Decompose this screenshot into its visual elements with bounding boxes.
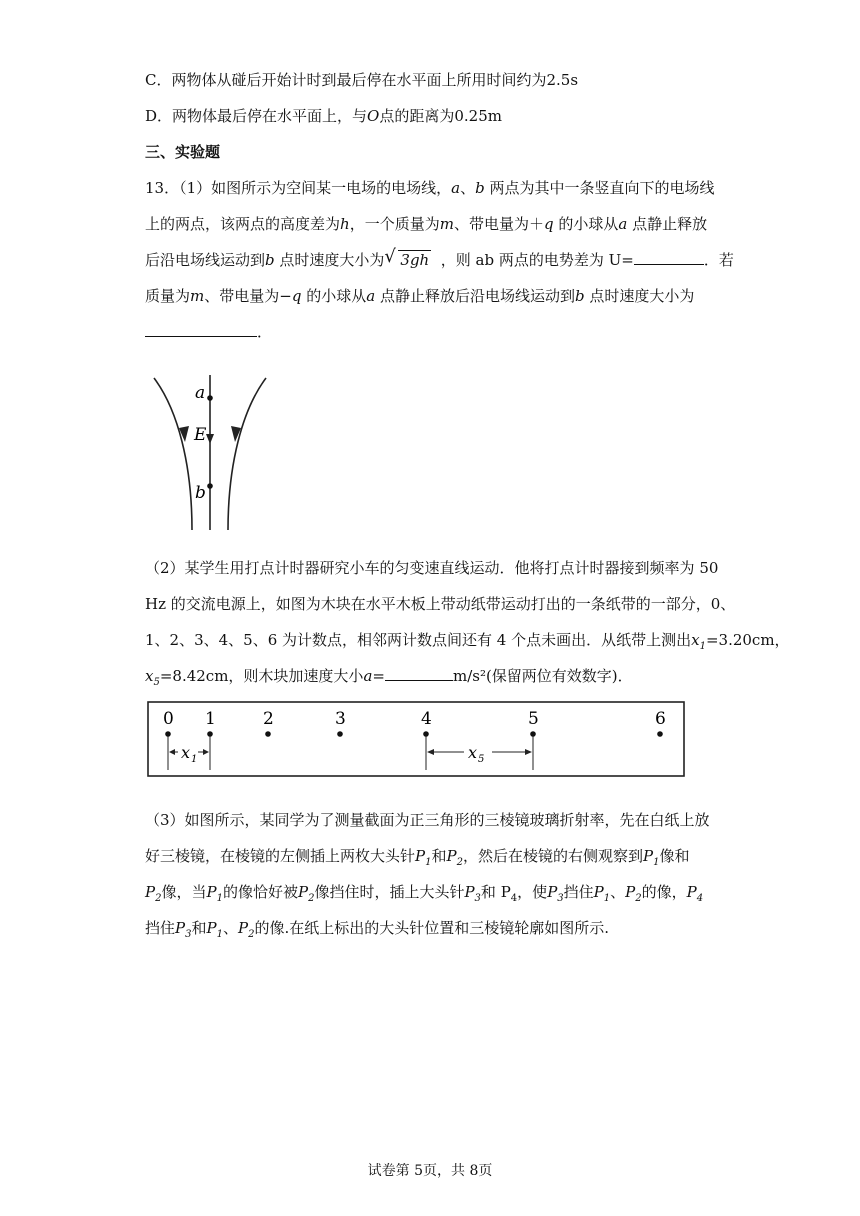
sub: 4: [696, 893, 704, 904]
t: 点时速度大小为: [584, 287, 695, 305]
x5-subscript: 5: [478, 754, 485, 765]
t: 的像恰好被: [222, 883, 298, 901]
tape-point-dot: [265, 731, 271, 737]
var-p: P: [642, 847, 654, 865]
answer-blank-1[interactable]: [634, 250, 704, 265]
tape-point-dot: [530, 731, 536, 737]
paper-tape-figure: [146, 700, 686, 780]
section-title: 三、实验题: [145, 143, 221, 161]
t: 、带电量为＋: [453, 215, 544, 233]
sub: 2: [248, 929, 255, 940]
t: 的小球从: [553, 215, 619, 233]
tape-point-dot: [165, 731, 171, 737]
var-x: x: [145, 667, 154, 685]
option-d: [145, 106, 502, 126]
tape-point-dot: [423, 731, 429, 737]
x1-label: x: [181, 743, 191, 762]
tape-point-dot: [657, 731, 663, 737]
var-p: P: [206, 919, 217, 937]
x1-subscript: 1: [191, 754, 198, 765]
var-h: h: [340, 215, 350, 233]
t: ．: [257, 323, 273, 341]
point-b: [207, 483, 213, 489]
q13-p2-line1: （2）某学生用打点计时器研究小车的匀变速直线运动．他将打点计时器接到频率为 50: [145, 559, 719, 577]
t: 和 P: [480, 883, 511, 901]
var-m: m: [439, 215, 454, 233]
var-a: a: [363, 667, 373, 685]
var-a: a: [618, 215, 628, 233]
t: 挡住: [145, 919, 176, 937]
tape-point-label: 1: [205, 709, 216, 729]
t: 1、2、3、4、5、6 为计数点，相邻两计数点间还有 4 个点未画出．从纸带上测出: [145, 631, 692, 649]
tape-point-label: 3: [335, 709, 346, 729]
var-p: P: [547, 883, 558, 901]
t: 像和: [659, 847, 690, 865]
var-p: P: [175, 919, 186, 937]
sub: 2: [308, 893, 315, 904]
var-p: P: [593, 883, 604, 901]
t: 质量为: [145, 287, 191, 305]
tape-outline: [148, 702, 684, 776]
field-line-left: [154, 378, 192, 530]
tape-point-label: 0: [163, 709, 174, 729]
x5-label: x: [468, 743, 478, 762]
t: 、: [610, 883, 626, 901]
sub: 1: [425, 857, 432, 868]
t: m/s²(保留两位有效数字)．: [452, 667, 633, 685]
var-q: q: [543, 215, 554, 233]
var-p: P: [464, 883, 475, 901]
sub: 4: [510, 893, 518, 904]
var-a: a: [366, 287, 376, 305]
t: 、: [460, 179, 476, 197]
t: 的像，: [641, 883, 687, 901]
sub: 1: [216, 929, 223, 940]
q13-p2-line2: Hz 的交流电源上，如图为木块在水平木板上带动纸带运动打出的一条纸带的一部分，0、: [145, 595, 736, 613]
t: 和: [431, 847, 447, 865]
var-x: x: [691, 631, 700, 649]
option-d-text-pre: D．两物体最后停在水平面上，与: [145, 107, 368, 125]
sqrt-expression: [384, 246, 431, 270]
var-b: b: [265, 251, 275, 269]
sub: 2: [155, 893, 162, 904]
t: 的小球从: [301, 287, 367, 305]
tape-point-label: 4: [421, 709, 432, 729]
answer-blank-2[interactable]: [145, 322, 257, 337]
t: 点静止释放后沿电场线运动到: [375, 287, 575, 305]
option-d-var-o: O: [367, 107, 380, 125]
t: 点时速度大小为: [274, 251, 385, 269]
sub: 1: [699, 641, 706, 652]
q13-p3-line4: [145, 918, 609, 945]
t: 、带电量为−: [204, 287, 292, 305]
t: ．若: [703, 251, 734, 269]
t: 13．（1）如图所示为空间某一电场的电场线，: [145, 179, 452, 197]
t: 、: [222, 919, 238, 937]
tape-point-dot: [207, 731, 213, 737]
t: 像挡住时，插上大头针: [314, 883, 465, 901]
var-p: P: [145, 883, 156, 901]
q13-p1-line2: [145, 214, 707, 234]
var-b: b: [574, 287, 585, 305]
t: ，使: [517, 883, 548, 901]
t: ，一个质量为: [349, 215, 440, 233]
q13-p1-line3: [145, 246, 734, 270]
q13-p2-line4: [145, 666, 633, 693]
t: 后沿电场线运动到: [145, 251, 266, 269]
var-p: P: [686, 883, 697, 901]
option-d-text-post: 点的距离为0.25m: [379, 107, 502, 125]
t: 上的两点，该两点的高度差为: [145, 215, 341, 233]
t: 的像.在纸上标出的大头针位置和三棱镜轮廓如图所示.: [254, 919, 609, 937]
t: 挡住: [563, 883, 594, 901]
electric-field-figure: [140, 370, 280, 535]
q13-p1-line4: [145, 286, 694, 306]
q13-p1-line1: [145, 178, 715, 198]
q13-p3-line3: [145, 882, 703, 909]
var-q: q: [291, 287, 302, 305]
sub: 1: [603, 893, 611, 904]
option-c: [145, 70, 578, 90]
var-p: P: [415, 847, 426, 865]
var-p: P: [446, 847, 457, 865]
tape-point-dot: [337, 731, 343, 737]
t: 和: [191, 919, 207, 937]
label-e: E: [194, 425, 207, 445]
var-m: m: [190, 287, 205, 305]
field-line-right: [228, 378, 266, 530]
sqrt-symbol-icon: √: [384, 246, 396, 267]
tape-point-label: 2: [263, 709, 274, 729]
var-p: P: [625, 883, 636, 901]
t: 点静止释放: [627, 215, 708, 233]
var-p: P: [297, 883, 309, 901]
arrow-down-icon: [206, 434, 214, 444]
var-p: P: [237, 919, 249, 937]
q13-p3-line2: [145, 846, 689, 873]
t: 像，当: [161, 883, 207, 901]
answer-blank-3[interactable]: [385, 666, 453, 681]
sub: 5: [153, 677, 160, 688]
tape-point-label: 5: [528, 709, 539, 729]
t: =: [372, 667, 385, 685]
tape-point-label: 6: [655, 709, 666, 729]
sub: 2: [635, 893, 642, 904]
sub: 1: [216, 893, 223, 904]
page-footer: 试卷第 5页，共 8页: [367, 1163, 493, 1179]
label-b: b: [195, 483, 206, 503]
var-b: b: [475, 179, 485, 197]
sub: 1: [653, 857, 660, 868]
label-a: a: [195, 383, 206, 403]
t: 好三棱镜，在棱镜的左侧插上两枚大头针: [145, 847, 416, 865]
q13-p3-line1: （3）如图所示，某同学为了测量截面为正三角形的三棱镜玻璃折射率，先在白纸上放: [145, 811, 710, 829]
t: =3.20cm，: [705, 631, 790, 649]
var-a: a: [451, 179, 461, 197]
q13-p1-line5: [145, 322, 272, 342]
sqrt-radicand: 3gh: [400, 251, 430, 269]
sub: 3: [185, 929, 192, 940]
t: 两点为其中一条竖直向下的电场线: [484, 179, 715, 197]
t: =8.42cm，则木块加速度大小: [159, 667, 364, 685]
var-p: P: [206, 883, 217, 901]
sub: 3: [557, 893, 564, 904]
sub: 3: [474, 893, 481, 904]
q13-p2-line3: [145, 630, 790, 657]
sub: 2: [456, 857, 463, 868]
option-c-text: C．两物体从碰后开始计时到最后停在水平面上所用时间约为2.5s: [145, 71, 579, 89]
point-a: [207, 395, 213, 401]
t: ，则 ab 两点的电势差为 U=: [440, 251, 634, 269]
t: ，然后在棱镜的右侧观察到: [462, 847, 643, 865]
